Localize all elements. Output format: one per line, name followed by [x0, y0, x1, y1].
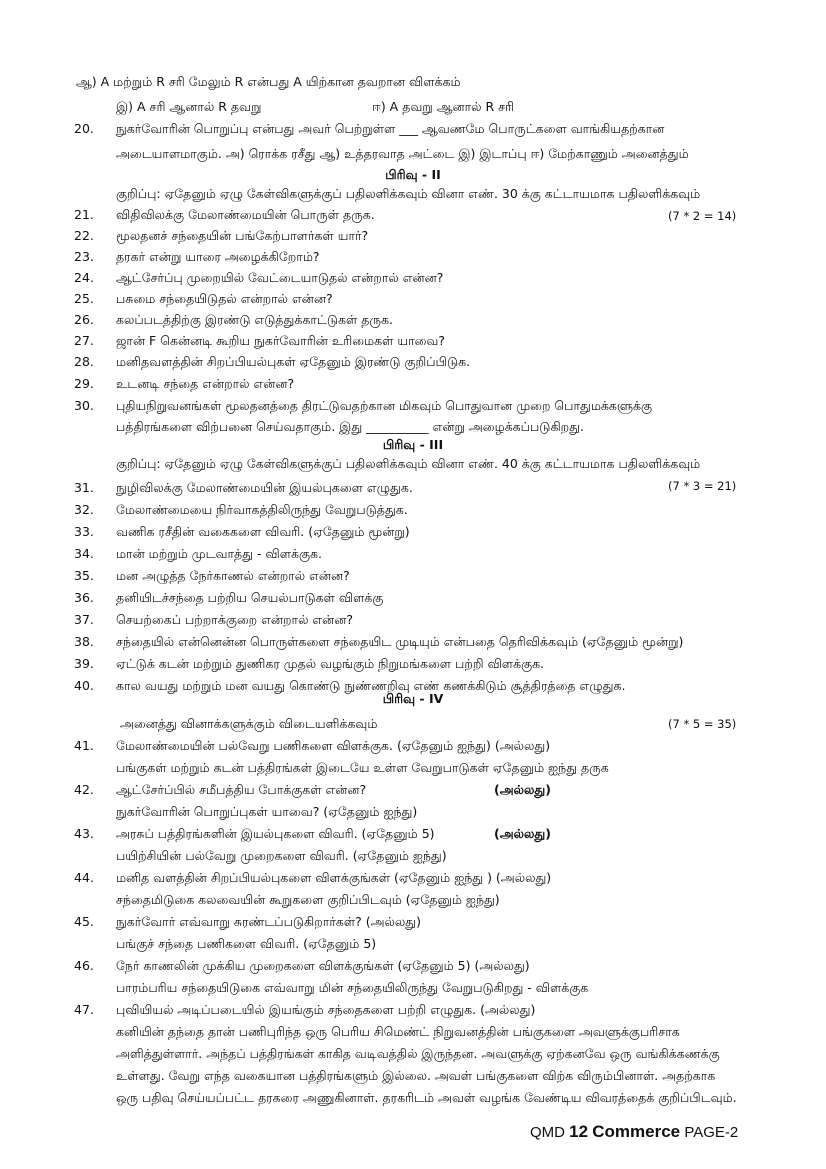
question-45-line1: நுகர்வோர் எவ்வாறு சுரண்டப்படுகிறார்கள்? (அல்லது) [116, 914, 421, 929]
section-note-part4: அனைத்து வினாக்களுக்கும் விடையளிக்கவும் [120, 716, 378, 731]
or-marker: (அல்லது) [494, 826, 551, 841]
question-number: 46. [74, 958, 94, 973]
question-number: 31. [74, 480, 94, 495]
question-44-line2: சந்தைமிடுகை கலவையின் கூறுகளை குறிப்பிடவும் (ஏதேனும் ஐந்து) [116, 892, 500, 907]
question-46-line1: நேர் காணலின் முக்கிய முறைகளை விளக்குங்கள் (ஏதேனும் 5) (அல்லது) [116, 958, 530, 973]
footer-page: PAGE-2 [684, 1124, 739, 1141]
question-text: சந்தையில் என்னென்ன பொருள்களை சந்தையிட முடியும் என்பதை தெரிவிக்கவும் (ஏதேனும் மூன்று) [116, 634, 684, 649]
question-47-line5: ஒரு பதிவு செய்யப்பட்ட தரகரை அணுகினாள். தரகரிடம் அவள் வழங்க வேண்டிய விவரத்தைக் குறிப்பிடவும். [116, 1090, 737, 1105]
question-45-line2: பங்குச் சந்தை பணிகளை விவரி. (ஏதேனும் 5) [116, 936, 377, 951]
question-number: 30. [74, 398, 94, 413]
question-41-line1: மேலாண்மையின் பல்வேறு பணிகளை விளக்குக. (ஏதேனும் ஐந்து) (அல்லது) [116, 738, 551, 753]
question-number: 45. [74, 914, 94, 929]
question-number: 39. [74, 656, 94, 671]
question-number: 33. [74, 524, 94, 539]
option-d: ஈ) A தவறு ஆனால் R சரி [372, 99, 515, 114]
question-number: 34. [74, 546, 94, 561]
question-text: மான் மற்றும் முடவாத்து - விளக்குக. [116, 546, 322, 561]
question-number: 24. [74, 270, 94, 285]
question-text: ஆட்சேர்ப்பு முறையில் வேட்டையாடுதல் என்றால் என்ன? [116, 270, 444, 285]
question-20-line2: அடையாளமாகும். அ) ரொக்க ரசீது ஆ) உத்தரவாத அட்டை இ) இடாப்பு ஈ) மேற்காணும் அனைத்தும் [116, 146, 689, 161]
question-42-line2: நுகர்வோரின் பொறுப்புகள் யாவை? (ஏதேனும் ஐந்து) [116, 804, 418, 819]
question-text: கால வயது மற்றும் மன வயது கொண்டு நுண்ணறிவு எண் கணக்கிடும் சூத்திரத்தை எழுதுக. [116, 678, 626, 693]
question-text: மேலாண்மையை நிர்வாகத்திலிருந்து வேறுபடுத்துக. [116, 502, 408, 517]
footer-code: QMD [530, 1124, 565, 1141]
question-number: 27. [74, 333, 94, 348]
question-text: நுழிவிலக்கு மேலாண்மையின் இயல்புகளை எழுதுக. [116, 480, 413, 495]
section-marks-part3: (7 * 3 = 21) [668, 479, 737, 493]
question-number: 26. [74, 312, 94, 327]
option-b-line: ஆ) A மற்றும் R சரி மேலும் R என்பது A யிற்கான தவறான விளக்கம் [76, 74, 461, 89]
question-text: மனிதவளத்தின் சிறப்பியல்புகள் ஏதேனும் இரண்டு குறிப்பிடுக. [116, 354, 471, 369]
question-text: வணிக ரசீதின் வகைகளை விவரி. (ஏதேனும் மூன்று) [116, 524, 410, 539]
question-text: கலப்படத்திற்கு இரண்டு எடுத்துக்காட்டுகள் தருக. [116, 312, 393, 327]
question-43-line2: பயிற்சியின் பல்வேறு முறைகளை விவரி. (ஏதேனும் ஐந்து) [116, 848, 447, 863]
option-c: இ) A சரி ஆனால் R தவறு [116, 99, 262, 114]
question-41-line2: பங்குகள் மற்றும் கடன் பத்திரங்கள் இடையே உள்ள வேறுபாடுகள் ஏதேனும் ஐந்து தருக [116, 760, 609, 775]
question-number: 22. [74, 228, 94, 243]
question-47-line2: கனியின் தந்தை தான் பணிபுரிந்த ஒரு பெரிய சிமெண்ட் நிறுவனத்தின் பங்குகளை அவளுக்குபரிசாக [116, 1024, 680, 1039]
question-number: 43. [74, 826, 94, 841]
question-47-line1: புவியியல் அடிப்படையில் இயங்கும் சந்தைகளை பற்றி எழுதுக. (அல்லது) [116, 1002, 536, 1017]
question-number: 35. [74, 568, 94, 583]
question-text: உடனடி சந்தை என்றால் என்ன? [116, 376, 295, 391]
section-note-part2: குறிப்பு: ஏதேனும் ஏழு கேள்விகளுக்குப் பதிலளிக்கவும் வினா எண். 30 க்கு கட்டாயமாக பதிலளிக்கவும் [116, 186, 701, 201]
question-number: 25. [74, 291, 94, 306]
question-text: ஜான் F கென்னடி கூறிய நுகர்வோரின் உரிமைகள் யாவை? [116, 333, 446, 348]
footer-grade: 12 [569, 1122, 589, 1141]
question-text: மன அழுத்த நேர்காணல் என்றால் என்ன? [116, 568, 350, 583]
section-title-part4: பிரிவு - IV [382, 691, 444, 706]
question-number: 28. [74, 354, 94, 369]
question-number: 38. [74, 634, 94, 649]
question-text: ஏட்டுக் கடன் மற்றும் துணிகர முதல் வழங்கும் நிறுமங்களை பற்றி விளக்குக. [116, 656, 545, 671]
question-number: 41. [74, 738, 94, 753]
question-number: 42. [74, 782, 94, 797]
question-30-line2: பத்திரங்களை விற்பனை செய்வதாகும். இது __________ என்று அழைக்கப்படுகிறது. [116, 419, 585, 434]
question-42-line1: ஆட்சேர்ப்பில் சமீபத்திய போக்குகள் என்ன? [116, 782, 367, 797]
question-number: 47. [74, 1002, 94, 1017]
section-marks-part4: (7 * 5 = 35) [668, 717, 737, 731]
question-number: 20. [74, 121, 94, 136]
question-text: தனியிடச்சந்தை பற்றிய செயல்பாடுகள் விளக்கு [116, 590, 384, 605]
question-number: 36. [74, 590, 94, 605]
question-text: விதிவிலக்கு மேலாண்மையின் பொருள் தருக. [116, 207, 375, 222]
or-marker: (அல்லது) [494, 782, 551, 797]
page-footer [530, 1122, 738, 1142]
question-text: செயற்கைப் பற்றாக்குறை என்றால் என்ன? [116, 612, 354, 627]
question-43-line1: அரசுப் பத்திரங்களின் இயல்புகளை விவரி. (ஏதேனும் 5) [116, 826, 435, 841]
question-47-line3: அளித்துள்ளார். அந்தப் பத்திரங்கள் காகித வடிவத்தில் இருந்தன. அவளுக்கு ஏற்கனவே ஒரு வங்கிக்கணக்கு [116, 1046, 720, 1061]
section-note-part3: குறிப்பு: ஏதேனும் ஏழு கேள்விகளுக்குப் பதிலளிக்கவும் வினா எண். 40 க்கு கட்டாயமாக பதிலளிக்கவும் [116, 456, 701, 471]
question-number: 40. [74, 678, 94, 693]
question-30-line1: புதியநிறுவனங்கள் மூலதனத்தை திரட்டுவதற்கான மிகவும் பொதுவான முறை பொதுமக்களுக்கு [116, 398, 653, 413]
question-text: பசுமை சந்தையிடுதல் என்றால் என்ன? [116, 291, 333, 306]
question-number: 44. [74, 870, 94, 885]
section-marks-part2: (7 * 2 = 14) [668, 209, 737, 223]
question-47-line4: உள்ளது. வேறு எந்த வகையான பத்திரங்களும் இல்லை. அவள் பங்குகளை விற்க விரும்பினாள். அதற்காக [116, 1068, 716, 1083]
question-44-line1: மனித வளத்தின் சிறப்பியல்புகளை விளக்குங்கள் (ஏதேனும் ஐந்து ) (அல்லது) [116, 870, 552, 885]
section-title-part2: பிரிவு - II [385, 167, 441, 182]
question-46-line2: பாரம்பரிய சந்தையிடுகை எவ்வாறு மின் சந்தையிலிருந்து வேறுபடுகிறது - விளக்குக [116, 980, 589, 995]
question-20-line1: நுகர்வோரின் பொறுப்பு என்பது அவர் பெற்றுள்ள ___ ஆவணமே பொருட்களை வாங்கியதற்கான [116, 121, 665, 136]
question-number: 29. [74, 376, 94, 391]
question-number: 32. [74, 502, 94, 517]
section-title-part3: பிரிவு - III [382, 437, 444, 452]
question-number: 37. [74, 612, 94, 627]
question-text: தரகர் என்று யாரை அழைக்கிறோம்? [116, 249, 320, 264]
question-number: 21. [74, 207, 94, 222]
question-number: 23. [74, 249, 94, 264]
question-text: மூலதனச் சந்தையின் பங்கேற்பாளர்கள் யார்? [116, 228, 369, 243]
footer-subject: Commerce [592, 1122, 681, 1141]
